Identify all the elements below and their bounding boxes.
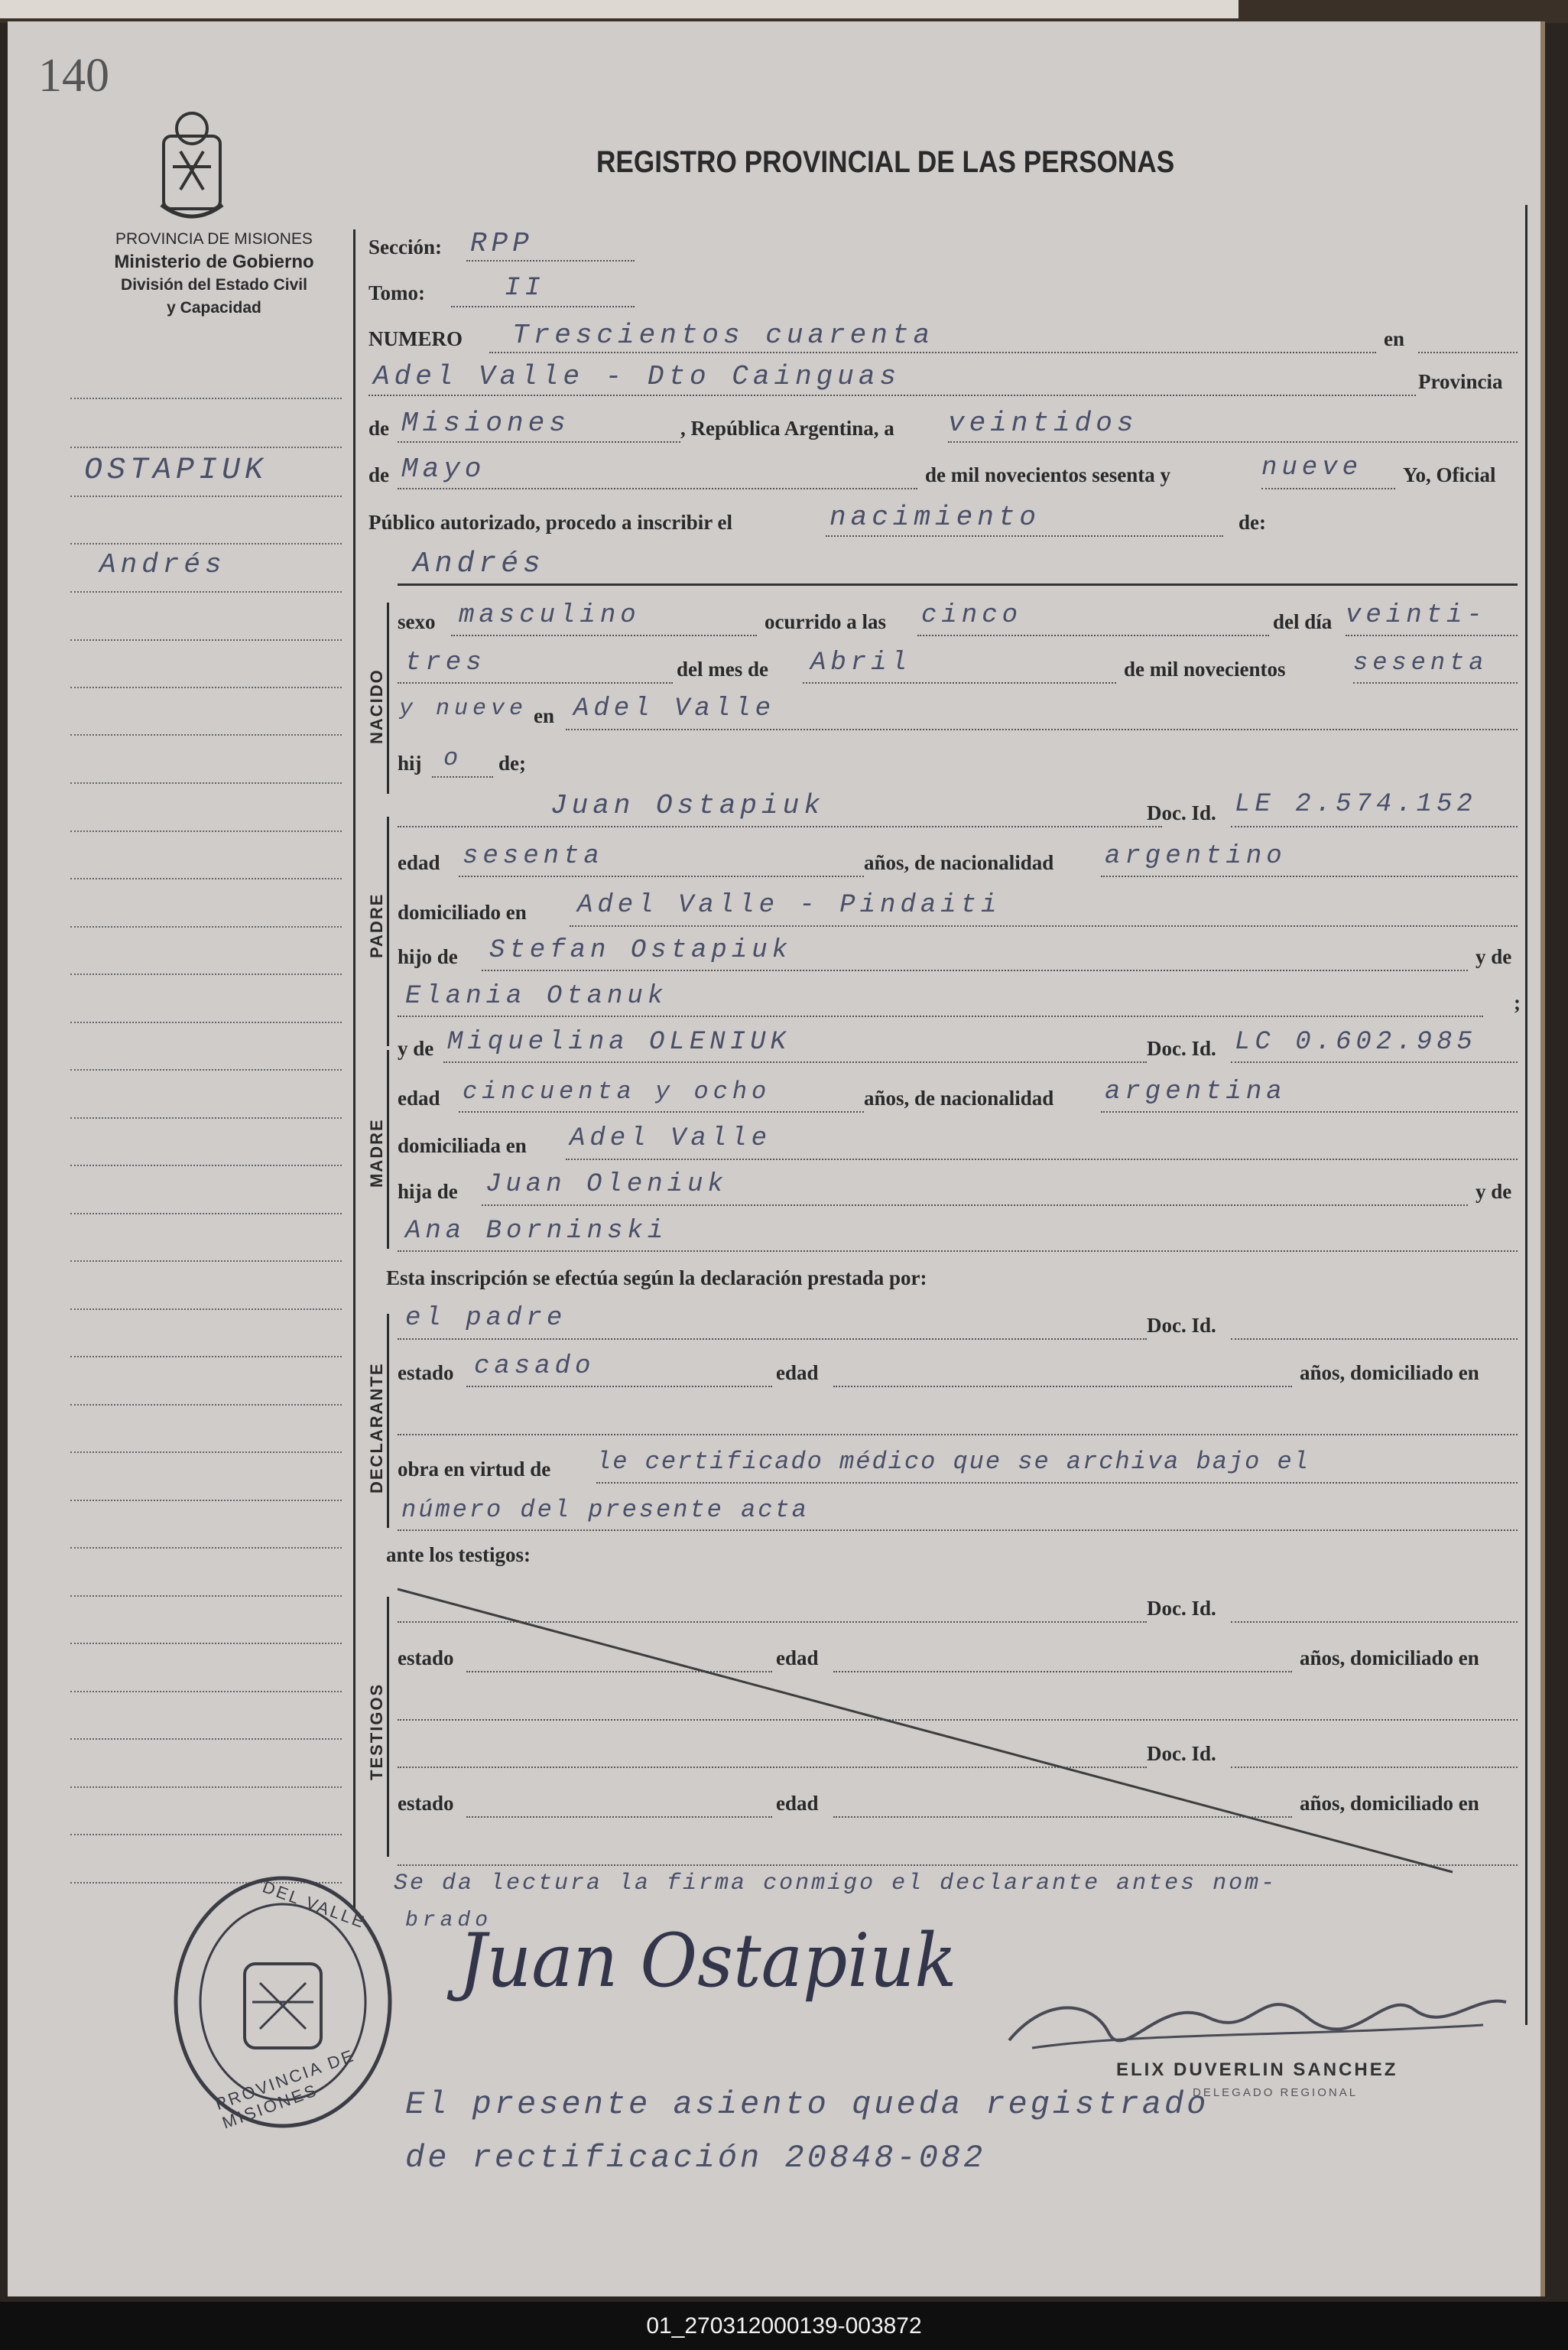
section-rule-padre — [387, 817, 389, 1046]
label-numero: NUMERO — [368, 327, 463, 350]
value-lugar: Adel Valle - Dto Cainguas — [373, 361, 901, 392]
left-header-line-4: y Capacidad — [167, 299, 261, 317]
label-doc-madre: Doc. Id. — [1147, 1037, 1216, 1060]
label-doc-declarante: Doc. Id. — [1147, 1314, 1216, 1337]
left-header-line-1: PROVINCIA DE MISIONES — [115, 230, 313, 248]
stamp-text-top: DEL VALLE — [260, 1877, 369, 1932]
label-de-colon: de: — [1238, 511, 1266, 534]
value-padre-nac: argentino — [1105, 842, 1287, 871]
main-vertical-rule — [353, 229, 355, 1912]
label-sexo: sexo — [398, 610, 436, 633]
label-semicolon: ; — [1514, 991, 1521, 1014]
label-de-semicolon: de; — [498, 752, 526, 775]
label-testigos: ante los testigos: — [386, 1543, 531, 1566]
left-header-line-3: División del Estado Civil — [121, 276, 307, 294]
value-mes: Mayo — [401, 453, 486, 485]
label-edad-testigo-2: edad — [776, 1792, 819, 1815]
margin-given-name: Andrés — [99, 549, 226, 580]
value-nota-1: El presente asiento queda registrado — [405, 2086, 1209, 2123]
label-anos-dom-declarante: años, domiciliado en — [1300, 1361, 1479, 1384]
value-madre-dom: Adel Valle — [570, 1124, 772, 1153]
value-abuelo-p: Stefan Ostapiuk — [489, 936, 793, 965]
official-signature — [986, 1964, 1521, 2063]
label-hijo-de-padre: hijo de — [398, 945, 458, 968]
label-republica: , República Argentina, a — [680, 417, 894, 440]
label-hijo: hij — [398, 752, 422, 775]
value-provincia: Misiones — [401, 408, 570, 439]
value-abuela-p: Elania Otanuk — [405, 982, 668, 1011]
label-anos-padre: años, de nacionalidad — [864, 851, 1054, 874]
section-label-padre: PADRE — [367, 892, 386, 958]
label-doc-padre: Doc. Id. — [1147, 801, 1216, 824]
value-hora: cinco — [921, 601, 1023, 630]
value-estado: casado — [474, 1352, 596, 1381]
left-header-line-2: Ministerio de Gobierno — [114, 252, 314, 272]
page-number: 140 — [38, 50, 109, 102]
value-padre: Juan Ostapiuk — [550, 790, 825, 821]
section-rule-testigos — [387, 1597, 389, 1857]
label-yo-oficial: Yo, Oficial — [1403, 463, 1496, 486]
label-en: en — [1384, 327, 1404, 350]
label-de-1: de — [368, 417, 389, 440]
value-tomo: II — [505, 274, 545, 303]
label-del-dia: del día — [1273, 610, 1333, 633]
official-title: DELEGADO REGIONAL — [1193, 2086, 1359, 2099]
previous-page-edge — [0, 0, 1238, 18]
left-header — [54, 228, 375, 320]
label-edad-madre: edad — [398, 1087, 440, 1110]
value-declarante: el padre — [405, 1304, 567, 1333]
label-y-de-madre-2: y de — [1475, 1180, 1512, 1203]
value-padre-dom: Adel Valle - Pindaiti — [577, 891, 1002, 920]
label-estado-testigo-1: estado — [398, 1646, 454, 1669]
official-name: ELIX DUVERLIN SANCHEZ — [1116, 2059, 1398, 2080]
value-dia: veintidos — [948, 408, 1138, 439]
value-anio: nueve — [1261, 453, 1363, 483]
label-anos-dom-testigo-1: años, domiciliado en — [1300, 1646, 1479, 1669]
section-rule-madre — [387, 1050, 389, 1249]
label-tomo: Tomo: — [368, 281, 426, 304]
label-estado-declarante: estado — [398, 1361, 454, 1384]
stamp-text: PROVINCIA DE MISIONES — [213, 2045, 358, 2133]
label-obra: obra en virtud de — [398, 1458, 551, 1481]
label-doc-testigo-2: Doc. Id. — [1147, 1742, 1216, 1765]
label-y-de-madre: y de — [398, 1037, 434, 1060]
label-hija-de: hija de — [398, 1180, 458, 1203]
value-anio-nac: sesenta — [1353, 648, 1488, 677]
section-label-testigos: TESTIGOS — [367, 1682, 386, 1780]
value-dia-nac: veinti- — [1346, 601, 1487, 630]
value-sexo: masculino — [459, 601, 641, 630]
value-cierre: Se da lectura la firma conmigo el declarante antes nom- — [394, 1871, 1277, 1897]
label-de-mil: de mil novecientos sesenta y — [925, 463, 1170, 486]
coat-of-arms-icon — [157, 106, 226, 228]
value-padre-doc: LE 2.574.152 — [1235, 790, 1477, 819]
declarant-signature: Juan Ostapiuk — [459, 1918, 957, 2004]
image-id-text: 01_270312000139-003872 — [646, 2313, 922, 2339]
value-abuela-m: Ana Borninski — [405, 1217, 668, 1246]
value-acto: nacimiento — [829, 502, 1041, 533]
value-madre-edad: cincuenta y ocho — [463, 1077, 771, 1106]
value-madre-doc: LC 0.602.985 — [1235, 1028, 1477, 1057]
value-dia-nac-2: tres — [405, 648, 486, 678]
value-anio-nac-2: y nueve — [399, 696, 528, 722]
value-seccion: RPP — [470, 228, 534, 259]
label-anos-dom-testigo-2: años, domiciliado en — [1300, 1792, 1479, 1815]
cancel-strike-line — [390, 1574, 1506, 1895]
value-lugar-nac: Adel Valle — [573, 694, 776, 723]
image-id-bar — [0, 2302, 1568, 2350]
label-en-nac: en — [534, 704, 554, 727]
label-domiciliado-padre: domiciliado en — [398, 901, 527, 924]
label-de-mil-nov: de mil novecientos — [1124, 658, 1286, 681]
section-label-declarante: DECLARANTE — [367, 1362, 386, 1494]
value-abuelo-m: Juan Oleniuk — [485, 1170, 728, 1199]
section-label-nacido: NACIDO — [367, 668, 386, 744]
value-obra-2: número del presente acta — [401, 1496, 809, 1524]
value-numero: Trescientos cuarenta — [512, 320, 935, 351]
label-y-de-padre: y de — [1475, 945, 1512, 968]
document-title: REGISTRO PROVINCIAL DE LAS PERSONAS — [596, 145, 1175, 179]
section-rule-declarante — [387, 1314, 389, 1528]
label-del-mes: del mes de — [677, 658, 768, 681]
label-estado-testigo-2: estado — [398, 1792, 454, 1815]
label-anos-madre: años, de nacionalidad — [864, 1087, 1054, 1110]
label-domiciliada: domiciliada en — [398, 1134, 527, 1157]
value-nombre: Andrés — [413, 548, 545, 580]
label-seccion: Sección: — [368, 236, 442, 258]
register-page — [8, 21, 1545, 2296]
label-de-2: de — [368, 463, 389, 486]
section-label-madre: MADRE — [367, 1118, 386, 1188]
value-obra-1: le certificado médico que se archiva bajo el — [596, 1448, 1310, 1476]
label-edad-testigo-1: edad — [776, 1646, 819, 1669]
value-madre-nac: argentina — [1105, 1077, 1287, 1107]
right-vertical-rule — [1525, 205, 1527, 2025]
label-doc-testigo-1: Doc. Id. — [1147, 1597, 1216, 1620]
margin-surname: OSTAPIUK — [84, 453, 268, 488]
label-publico: Público autorizado, procedo a inscribir el — [368, 511, 732, 534]
label-provincia: Provincia — [1418, 370, 1503, 393]
value-madre: Miquelina OLENIUK — [447, 1028, 790, 1057]
value-mes-nac: Abril — [810, 648, 912, 678]
section-rule-nacido — [387, 603, 389, 794]
label-declaracion: Esta inscripción se efectúa según la declaración prestada por: — [386, 1266, 927, 1289]
label-edad-padre: edad — [398, 851, 440, 874]
value-cierre-2: brado — [405, 1909, 493, 1932]
label-ocurrido: ocurrido a las — [765, 610, 886, 633]
value-hijo-o: o — [443, 744, 463, 772]
value-padre-edad: sesenta — [463, 842, 604, 871]
value-nota-2: de rectificación 20848-082 — [405, 2140, 986, 2176]
official-stamp — [168, 1872, 398, 2132]
label-edad-declarante: edad — [776, 1361, 819, 1384]
